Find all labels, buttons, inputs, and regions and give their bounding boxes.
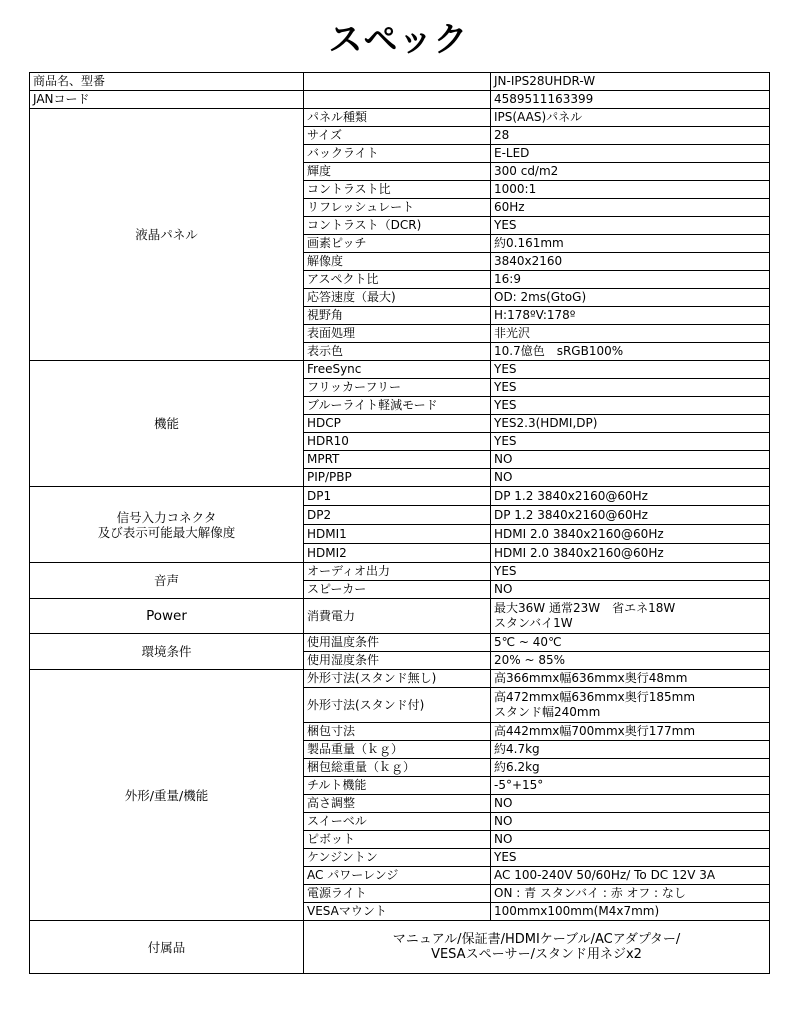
row-value: 約4.7kg [491,741,770,759]
row-label: HDCP [304,415,491,433]
row-label: 応答速度（最大) [304,289,491,307]
row-label: 表示色 [304,343,491,361]
value-line: スタンド幅240mm [494,705,601,719]
row-label: HDMI1 [304,525,491,544]
row-label: スピーカー [304,581,491,599]
row-value [491,688,770,723]
row-label: 表面処理 [304,325,491,343]
row-label: アスペクト比 [304,271,491,289]
row-value: YES [491,379,770,397]
row-value: 約0.161mm [491,235,770,253]
row-label: JANコード [30,91,304,109]
page-title: スペック [328,20,469,60]
spec-row [30,109,770,127]
row-value: 約6.2kg [491,759,770,777]
row-value: 高366mmx幅636mmx奥行48mm [491,670,770,688]
spec-row [30,487,770,506]
section-category-dimensions: 外形/重量/機能 [30,670,304,921]
row-label: 使用温度条件 [304,634,491,652]
row-label: 梱包寸法 [304,723,491,741]
row-value: H:178ºV:178º [491,307,770,325]
row-label: HDMI2 [304,544,491,563]
row-label: サイズ [304,127,491,145]
row-label: ブルーライト軽減モード [304,397,491,415]
row-value: NO [491,795,770,813]
spec-row [30,599,770,634]
row-value: 28 [491,127,770,145]
section-category-audio: 音声 [30,563,304,599]
row-label: ピボット [304,831,491,849]
category-line: 及び表示可能最大解像度 [97,524,236,540]
row-label: コントラスト（DCR) [304,217,491,235]
row-label: バックライト [304,145,491,163]
row-value: JN-IPS28UHDR-W [491,73,770,91]
row-value [491,599,770,634]
row-label: 輝度 [304,163,491,181]
row-value: 100mmx100mm(M4x7mm) [491,903,770,921]
spec-row-jan [30,91,770,109]
row-label: 外形寸法(スタンド付) [304,688,491,723]
spec-table [29,72,770,974]
row-value: ON : 青 スタンバイ : 赤 オフ : なし [491,885,770,903]
row-value: YES [491,217,770,235]
row-value: YES2.3(HDMI,DP) [491,415,770,433]
row-label: パネル種類 [304,109,491,127]
row-value: YES [491,361,770,379]
row-label: FreeSync [304,361,491,379]
spec-row [30,670,770,688]
row-value: YES [491,563,770,581]
spec-row-accessories [30,921,770,974]
row-value: OD: 2ms(GtoG) [491,289,770,307]
row-label: 消費電力 [304,599,491,634]
value-line: 高472mmx幅636mmx奥行185mm [494,690,696,704]
row-label: 製品重量（ｋｇ） [304,741,491,759]
row-label: MPRT [304,451,491,469]
row-label: コントラスト比 [304,181,491,199]
section-category-features: 機能 [30,361,304,487]
section-category-power: Power [30,599,304,634]
spec-row [30,563,770,581]
row-value: 300 cd/m2 [491,163,770,181]
section-category-panel: 液晶パネル [30,109,304,361]
row-value: 1000:1 [491,181,770,199]
row-value: NO [491,451,770,469]
row-value: NO [491,469,770,487]
row-value: HDMI 2.0 3840x2160@60Hz [491,544,770,563]
category-line: 信号入力コネクタ [116,509,217,525]
accessories-list [304,921,770,974]
row-value: AC 100-240V 50/60Hz/ To DC 12V 3A [491,867,770,885]
row-label: 電源ライト [304,885,491,903]
row-value: 60Hz [491,199,770,217]
row-label: 画素ピッチ [304,235,491,253]
row-value: YES [491,397,770,415]
row-value: NO [491,831,770,849]
row-label: DP2 [304,506,491,525]
row-label: 外形寸法(スタンド無し) [304,670,491,688]
value-line: スタンバイ1W [494,616,573,630]
row-label: スイーベル [304,813,491,831]
row-label: 高さ調整 [304,795,491,813]
row-label: 商品名、型番 [30,73,304,91]
row-label: リフレッシュレート [304,199,491,217]
spec-row [30,361,770,379]
row-value: YES [491,433,770,451]
row-label: AC パワーレンジ [304,867,491,885]
spec-row [30,634,770,652]
row-value: 16:9 [491,271,770,289]
row-label: チルト機能 [304,777,491,795]
row-value: 4589511163399 [491,91,770,109]
accessories-line: VESAスペーサー/スタンド用ネジx2 [431,947,642,962]
row-value: 10.7億色 sRGB100% [491,343,770,361]
row-value: 非光沢 [491,325,770,343]
row-value: 高442mmx幅700mmx奥行177mm [491,723,770,741]
row-value: DP 1.2 3840x2160@60Hz [491,487,770,506]
row-value: HDMI 2.0 3840x2160@60Hz [491,525,770,544]
row-label: 梱包総重量（ｋｇ） [304,759,491,777]
row-value: -5°+15° [491,777,770,795]
row-label: フリッカーフリー [304,379,491,397]
row-value: 5℃ ~ 40℃ [491,634,770,652]
row-value: NO [491,813,770,831]
row-label: 解像度 [304,253,491,271]
spec-row-model [30,73,770,91]
section-category-inputs [30,487,304,563]
row-value: IPS(AAS)パネル [491,109,770,127]
row-label: 使用湿度条件 [304,652,491,670]
row-value: 20% ~ 85% [491,652,770,670]
row-label: 視野角 [304,307,491,325]
row-value: 3840x2160 [491,253,770,271]
section-category-environment: 環境条件 [30,634,304,670]
row-value: NO [491,581,770,599]
row-label: VESAマウント [304,903,491,921]
row-label: HDR10 [304,433,491,451]
row-label: PIP/PBP [304,469,491,487]
row-value: E-LED [491,145,770,163]
section-category-accessories: 付属品 [30,921,304,974]
accessories-line: マニュアル/保証書/HDMIケーブル/ACアダプター/ [392,932,681,947]
row-value: YES [491,849,770,867]
row-label: ケンジントン [304,849,491,867]
row-label: オーディオ出力 [304,563,491,581]
row-label: DP1 [304,487,491,506]
row-value: DP 1.2 3840x2160@60Hz [491,506,770,525]
value-line: 最大36W 通常23W 省エネ18W [494,601,676,615]
